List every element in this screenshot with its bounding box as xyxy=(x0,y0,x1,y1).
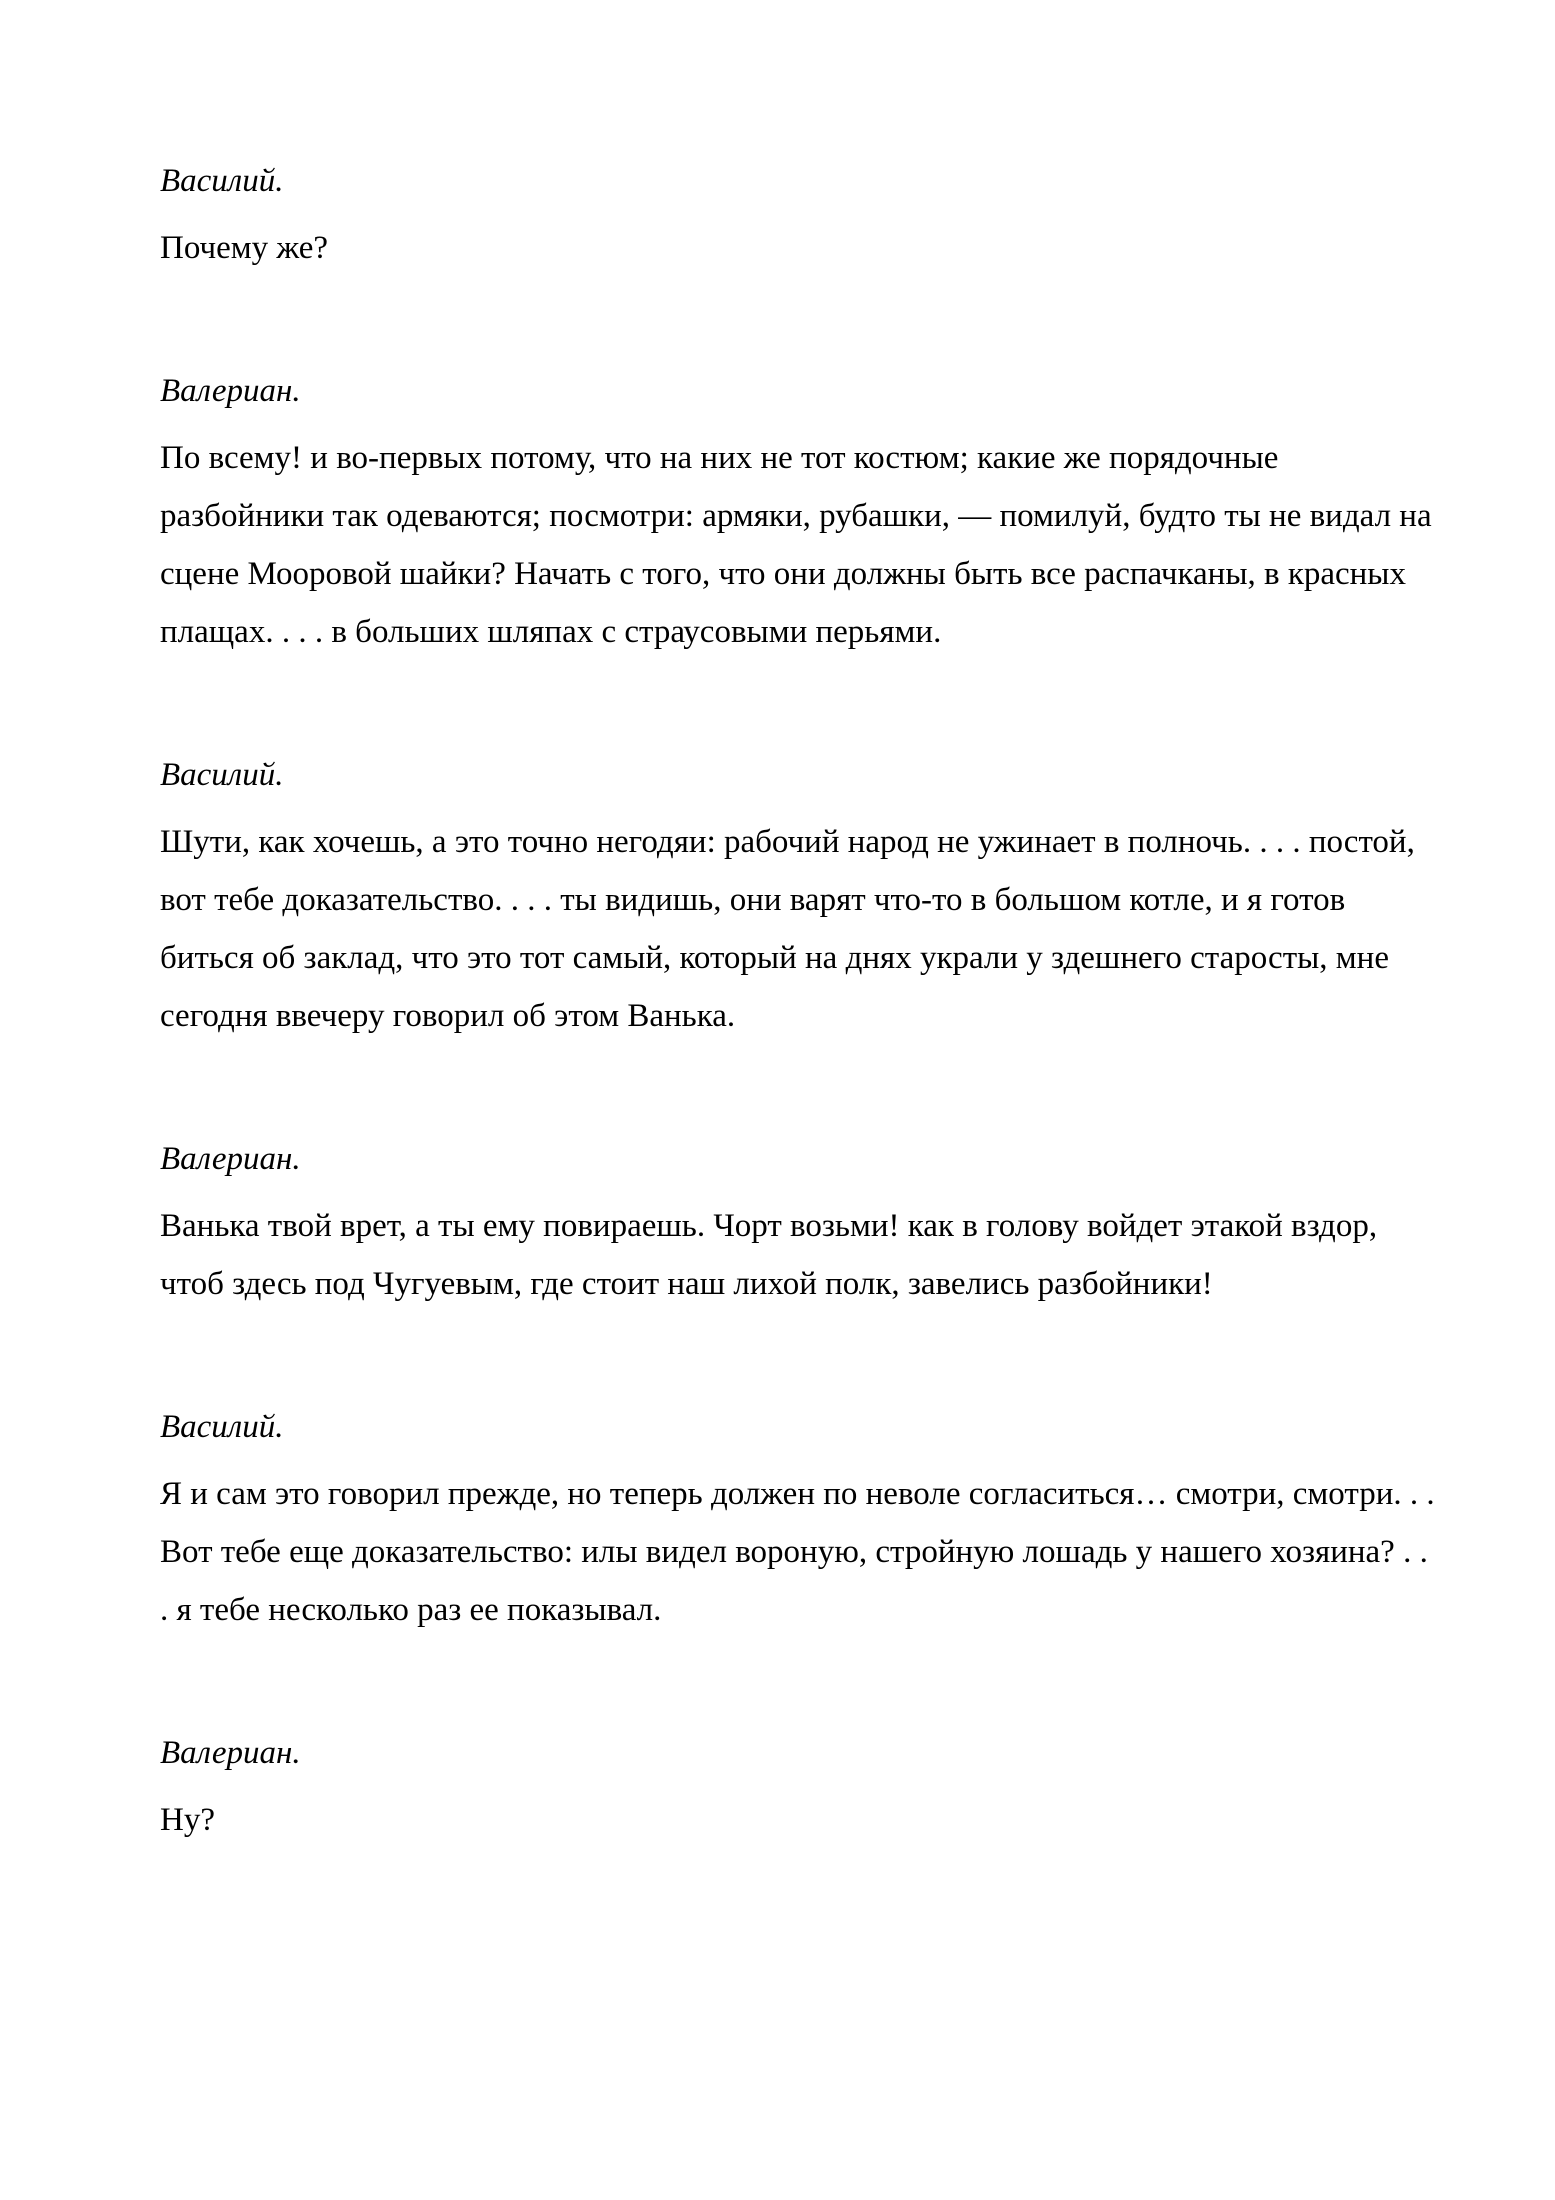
speaker-name: Василий. xyxy=(160,163,284,199)
speaker-name: Валериан. xyxy=(160,1735,301,1771)
speech-block xyxy=(160,362,1437,661)
speech-text: Шути, как хочешь, а это точно негодяи: рабочий народ не ужинает в полночь. . . . постой, вот тебе доказательство. . . . ты видишь, они варят что-то в большом котле, и я готов биться об заклад, что это тот самый, который на днях украли у здешнего старосты, мне сегодня ввечеру говорил об этом Ванька. xyxy=(160,824,1415,1034)
speech-text: Почему же? xyxy=(160,230,329,266)
speech-text: Ванька твой врет, а ты ему повираешь. Чорт возьми! как в голову войдет этакой вздор, чтоб здесь под Чугуевым, где стоит наш лихой полк, завелись разбойники! xyxy=(160,1208,1378,1302)
speaker-name: Валериан. xyxy=(160,373,301,409)
speech-text: Я и сам это говорил прежде, но теперь должен по неволе согласиться… смотри, смотри. . . Вот тебе еще доказательство: илы видел вороную, стройную лошадь у нашего хозяина? . . . я тебе несколько раз ее показывал. xyxy=(160,1476,1435,1628)
speech-block xyxy=(160,1724,1437,1849)
speaker-name: Василий. xyxy=(160,1409,284,1445)
speech-block xyxy=(160,746,1437,1045)
speech-text: Ну? xyxy=(160,1802,215,1838)
speaker-name: Валериан. xyxy=(160,1141,301,1177)
speech-block xyxy=(160,152,1437,277)
speech-block xyxy=(160,1130,1437,1313)
speech-block xyxy=(160,1398,1437,1639)
speaker-name: Василий. xyxy=(160,757,284,793)
speech-text: По всему! и во-первых потому, что на них не тот костюм; какие же порядочные разбойники так одеваются; посмотри: армяки, рубашки, — помилуй, будто ты не видал на сцене Мооровой шайки? Начать с того, что они должны быть все распачканы, в красных плащах. . . . в больших шляпах с страусовыми перьями. xyxy=(160,440,1432,650)
